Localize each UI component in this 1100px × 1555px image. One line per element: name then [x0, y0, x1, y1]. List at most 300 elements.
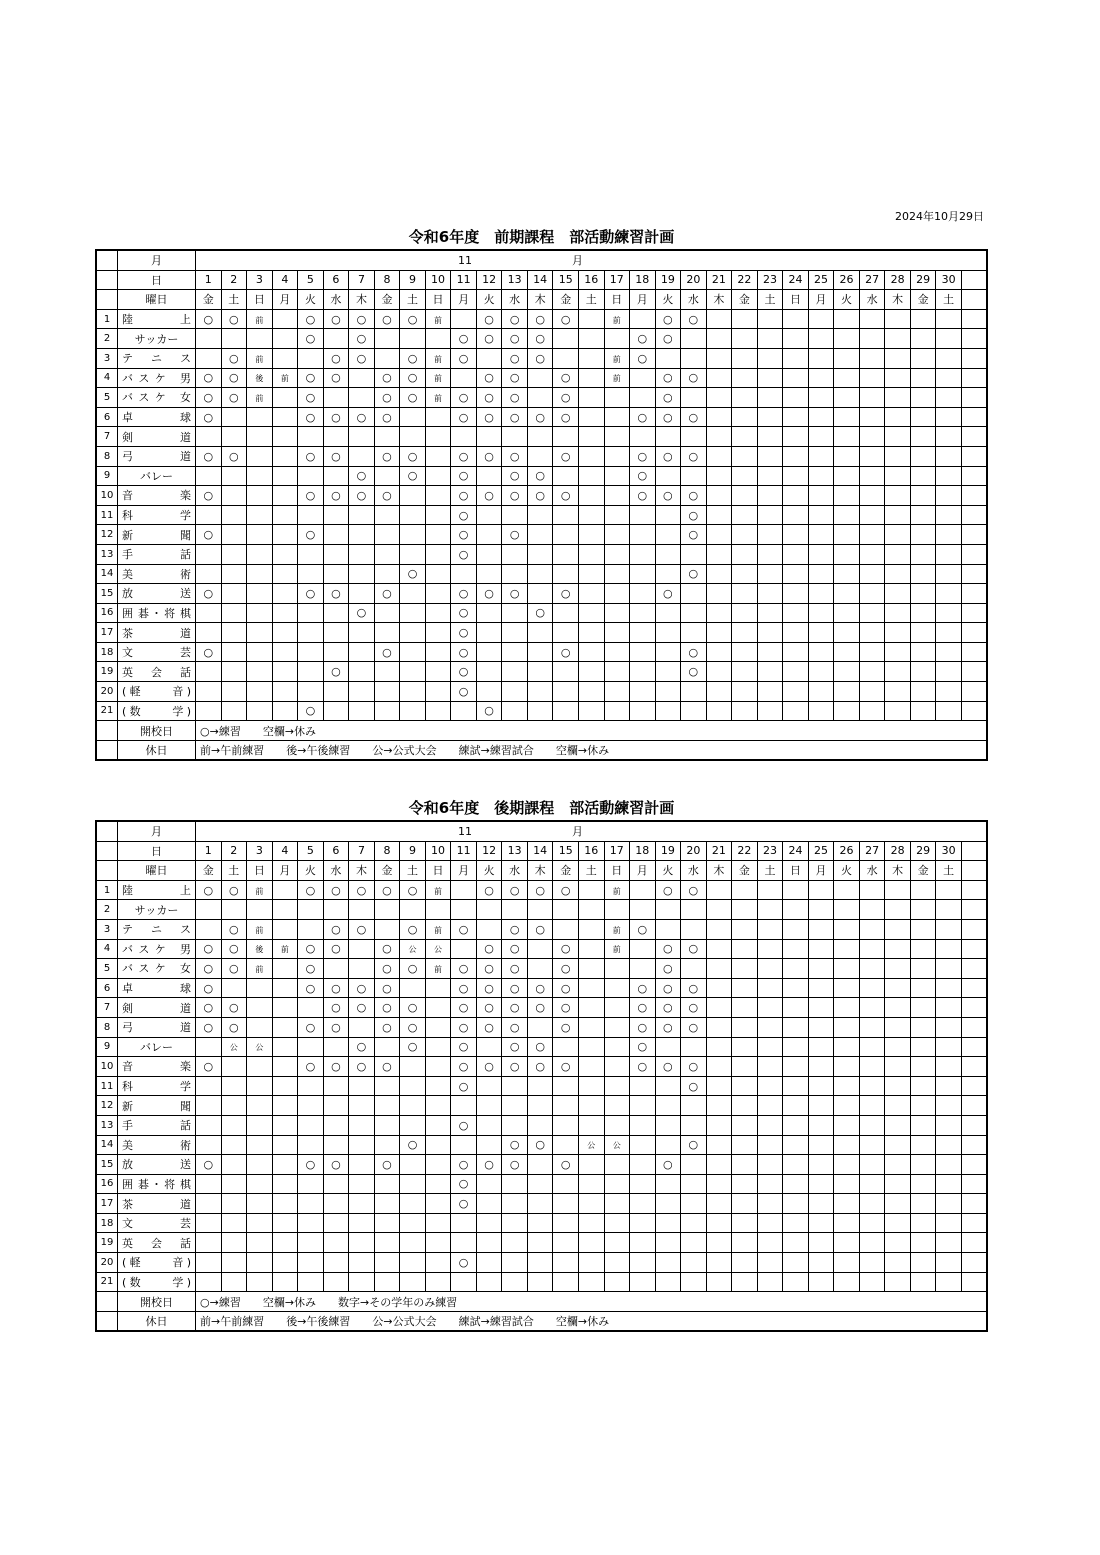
schedule-cell	[706, 978, 732, 998]
practice-mark: ○	[663, 586, 673, 600]
schedule-cell	[476, 1213, 502, 1233]
practice-mark: 前	[612, 945, 621, 955]
schedule-cell	[936, 900, 962, 920]
schedule-cell	[706, 959, 732, 979]
schedule-cell	[553, 427, 579, 447]
practice-mark: ○	[407, 567, 418, 581]
practice-mark: ○	[228, 449, 239, 463]
schedule-cell	[247, 900, 273, 920]
schedule-cell	[196, 1076, 222, 1096]
schedule-cell	[834, 1076, 860, 1096]
day-number: 17	[604, 270, 630, 290]
schedule-cell	[910, 564, 936, 584]
schedule-cell	[604, 1213, 630, 1233]
schedule-cell	[604, 564, 630, 584]
schedule-cell	[553, 1037, 579, 1057]
day-number: 2	[221, 270, 247, 290]
schedule-cell	[553, 525, 579, 545]
schedule-cell	[425, 919, 451, 939]
schedule-cell	[834, 388, 860, 408]
schedule-cell	[221, 1272, 247, 1292]
schedule-cell	[374, 603, 400, 623]
schedule-cell	[885, 1155, 911, 1175]
club-row	[96, 309, 987, 329]
practice-mark: ○	[484, 1001, 494, 1015]
club-name: 科 学	[118, 1076, 196, 1096]
schedule-cell	[604, 505, 630, 525]
schedule-cell	[527, 662, 553, 682]
club-name: 新 聞	[118, 525, 196, 545]
schedule-cell	[885, 466, 911, 486]
schedule-cell	[553, 682, 579, 702]
schedule-cell	[936, 505, 962, 525]
day-number: 12	[476, 841, 502, 861]
schedule-cell	[527, 939, 553, 959]
corner-cell	[96, 270, 118, 290]
schedule-cell	[400, 446, 426, 466]
school-day-label: 開校日	[118, 1292, 196, 1312]
schedule-cell	[834, 427, 860, 447]
schedule-cell	[451, 525, 477, 545]
schedule-cell	[757, 978, 783, 998]
schedule-cell	[323, 1057, 349, 1077]
weekday-row	[96, 861, 987, 881]
practice-mark: ○	[560, 645, 571, 659]
schedule-cell	[630, 919, 656, 939]
schedule-cell	[604, 407, 630, 427]
schedule-cell	[553, 701, 579, 721]
schedule-cell	[834, 1115, 860, 1135]
club-row	[96, 446, 987, 466]
schedule-cell	[476, 446, 502, 466]
schedule-cell	[527, 427, 553, 447]
schedule-cell	[400, 329, 426, 349]
practice-mark: ○	[535, 922, 545, 936]
schedule-cell	[502, 900, 528, 920]
schedule-cell	[783, 1155, 809, 1175]
schedule-cell	[527, 919, 553, 939]
schedule-cell	[834, 1233, 860, 1253]
schedule-cell	[630, 427, 656, 447]
practice-mark: ○	[663, 1059, 673, 1073]
schedule-cell	[272, 1174, 298, 1194]
schedule-cell	[272, 584, 298, 604]
schedule-cell	[451, 1096, 477, 1116]
schedule-cell	[681, 919, 707, 939]
weekday-cell: 日	[783, 861, 809, 881]
schedule-cell	[936, 1233, 962, 1253]
practice-mark: ○	[560, 312, 571, 326]
practice-mark: ○	[688, 488, 699, 502]
schedule-cell	[349, 407, 375, 427]
schedule-cell	[196, 662, 222, 682]
schedule-cell	[323, 1213, 349, 1233]
schedule-cell	[451, 564, 477, 584]
weekday-cell: 金	[374, 861, 400, 881]
schedule-cell	[630, 1253, 656, 1273]
schedule-cell	[272, 388, 298, 408]
schedule-cell	[476, 427, 502, 447]
spare-cell	[961, 1135, 987, 1155]
schedule-cell	[476, 919, 502, 939]
practice-mark: ○	[356, 883, 367, 897]
practice-mark: ○	[331, 351, 341, 365]
club-name: 美 術	[118, 564, 196, 584]
schedule-cell	[936, 407, 962, 427]
schedule-cell	[502, 662, 528, 682]
schedule-cell	[834, 1057, 860, 1077]
club-name: 陸 上	[118, 880, 196, 900]
practice-mark: ○	[560, 449, 571, 463]
club-name: 文 芸	[118, 642, 196, 662]
club-number: 10	[96, 1057, 118, 1077]
schedule-cell	[706, 998, 732, 1018]
practice-mark: ○	[688, 665, 699, 679]
club-row	[96, 1213, 987, 1233]
practice-mark: ○	[356, 981, 367, 995]
schedule-cell	[630, 662, 656, 682]
schedule-cell	[349, 959, 375, 979]
schedule-cell	[298, 505, 324, 525]
practice-mark: ○	[509, 1059, 520, 1073]
schedule-cell	[578, 1076, 604, 1096]
schedule-cell	[527, 329, 553, 349]
schedule-cell	[196, 564, 222, 584]
schedule-cell	[247, 584, 273, 604]
schedule-cell	[272, 525, 298, 545]
schedule-cell	[834, 1155, 860, 1175]
spare-cell	[961, 290, 987, 310]
schedule-cell	[885, 959, 911, 979]
club-number: 3	[96, 348, 118, 368]
club-number: 17	[96, 1194, 118, 1214]
schedule-cell	[630, 1194, 656, 1214]
club-row	[96, 939, 987, 959]
club-name: 囲碁･将棋	[118, 603, 196, 623]
schedule-cell	[732, 1037, 758, 1057]
spare-cell	[961, 1115, 987, 1135]
practice-mark: ○	[637, 410, 648, 424]
schedule-cell	[859, 564, 885, 584]
schedule-cell	[655, 1233, 681, 1253]
schedule-cell	[834, 525, 860, 545]
schedule-cell	[910, 1213, 936, 1233]
schedule-cell	[349, 880, 375, 900]
weekday-cell: 月	[272, 290, 298, 310]
schedule-cell	[910, 939, 936, 959]
schedule-cell	[221, 466, 247, 486]
schedule-cell	[425, 682, 451, 702]
schedule-cell	[451, 368, 477, 388]
spare-cell	[961, 701, 987, 721]
practice-mark: ○	[305, 528, 316, 542]
schedule-cell	[374, 584, 400, 604]
schedule-cell	[349, 446, 375, 466]
weekday-cell: 土	[400, 861, 426, 881]
schedule-cell	[808, 701, 834, 721]
holiday-legend-row	[96, 1311, 987, 1331]
schedule-cell	[706, 1115, 732, 1135]
schedule-cell	[502, 368, 528, 388]
month-row	[96, 821, 987, 841]
schedule-cell	[578, 1037, 604, 1057]
schedule-cell	[400, 900, 426, 920]
schedule-cell	[757, 1096, 783, 1116]
schedule-cell	[527, 1213, 553, 1233]
corner-cell	[96, 250, 118, 270]
spare-cell	[961, 1096, 987, 1116]
schedule-cell	[196, 348, 222, 368]
schedule-cell	[757, 329, 783, 349]
practice-mark: ○	[458, 547, 469, 561]
schedule-cell	[655, 1096, 681, 1116]
month-cell	[196, 821, 988, 841]
schedule-cell	[834, 1213, 860, 1233]
day-number: 4	[272, 841, 298, 861]
schedule-cell	[655, 1194, 681, 1214]
schedule-cell	[349, 919, 375, 939]
schedule-cell	[425, 642, 451, 662]
schedule-cell	[681, 1076, 707, 1096]
schedule-cell	[757, 1272, 783, 1292]
schedule-cell	[859, 486, 885, 506]
schedule-cell	[681, 486, 707, 506]
schedule-cell	[196, 446, 222, 466]
schedule-cell	[502, 544, 528, 564]
schedule-cell	[655, 880, 681, 900]
schedule-cell	[323, 919, 349, 939]
schedule-cell	[630, 623, 656, 643]
schedule-cell	[757, 939, 783, 959]
schedule-cell	[630, 407, 656, 427]
practice-mark: 前	[255, 315, 264, 325]
schedule-cell	[221, 900, 247, 920]
schedule-cell	[502, 388, 528, 408]
day-number: 30	[936, 841, 962, 861]
practice-mark: ○	[331, 312, 341, 326]
schedule-cell	[527, 1155, 553, 1175]
schedule-cell	[323, 682, 349, 702]
schedule-cell	[859, 1017, 885, 1037]
club-row	[96, 1057, 987, 1077]
practice-mark: ○	[560, 942, 571, 956]
practice-mark: ○	[509, 528, 520, 542]
schedule-cell	[527, 309, 553, 329]
practice-mark: ○	[382, 488, 392, 502]
spare-cell	[961, 623, 987, 643]
practice-mark: ○	[458, 469, 469, 483]
schedule-cell	[655, 388, 681, 408]
practice-mark: ○	[356, 332, 367, 346]
spare-cell	[961, 1253, 987, 1273]
schedule-cell	[502, 959, 528, 979]
practice-mark: ○	[458, 1001, 469, 1015]
schedule-cell	[451, 1037, 477, 1057]
schedule-cell	[681, 1174, 707, 1194]
club-number: 13	[96, 1115, 118, 1135]
schedule-cell	[476, 1096, 502, 1116]
practice-mark: ○	[458, 1059, 469, 1073]
schedule-cell	[936, 1115, 962, 1135]
day-number: 4	[272, 270, 298, 290]
schedule-cell	[910, 368, 936, 388]
schedule-cell	[247, 701, 273, 721]
schedule-cell	[272, 1037, 298, 1057]
legend-spacer	[96, 740, 118, 760]
schedule-cell	[400, 919, 426, 939]
schedule-cell	[221, 407, 247, 427]
schedule-cell	[272, 446, 298, 466]
schedule-cell	[604, 682, 630, 702]
practice-mark: ○	[382, 942, 392, 956]
schedule-cell	[196, 505, 222, 525]
practice-mark: 公	[587, 1141, 596, 1151]
practice-mark: ○	[688, 528, 699, 542]
schedule-cell	[910, 701, 936, 721]
day-number: 17	[604, 841, 630, 861]
schedule-cell	[451, 1076, 477, 1096]
schedule-cell	[630, 446, 656, 466]
schedule-cell	[476, 701, 502, 721]
schedule-cell	[425, 623, 451, 643]
practice-mark: 前	[255, 925, 264, 935]
schedule-cell	[604, 1233, 630, 1253]
club-row	[96, 368, 987, 388]
schedule-cell	[655, 466, 681, 486]
club-name: (軽 音)	[118, 1253, 196, 1273]
weekday-cell: 土	[578, 290, 604, 310]
schedule-cell	[732, 407, 758, 427]
schedule-cell	[910, 1174, 936, 1194]
schedule-cell	[604, 1076, 630, 1096]
club-name: 英 会 話	[118, 1233, 196, 1253]
schedule-cell	[502, 919, 528, 939]
schedule-cell	[196, 880, 222, 900]
schedule-cell	[476, 407, 502, 427]
schedule-cell	[910, 544, 936, 564]
schedule-cell	[936, 998, 962, 1018]
schedule-cell	[196, 1233, 222, 1253]
schedule-cell	[732, 1135, 758, 1155]
practice-mark: ○	[535, 606, 545, 620]
schedule-cell	[630, 329, 656, 349]
schedule-cell	[834, 486, 860, 506]
practice-mark: 前	[612, 354, 621, 364]
schedule-cell	[655, 1155, 681, 1175]
practice-mark: ○	[637, 1020, 648, 1034]
schedule-cell	[400, 388, 426, 408]
schedule-cell	[298, 1233, 324, 1253]
schedule-cell	[374, 623, 400, 643]
schedule-cell	[221, 1233, 247, 1253]
schedule-cell	[323, 623, 349, 643]
practice-mark: ○	[331, 488, 341, 502]
day-number: 13	[502, 841, 528, 861]
schedule-cell	[196, 919, 222, 939]
weekday-cell: 金	[732, 290, 758, 310]
schedule-cell	[885, 939, 911, 959]
club-name: 囲碁･将棋	[118, 1174, 196, 1194]
schedule-cell	[374, 1115, 400, 1135]
schedule-cell	[655, 368, 681, 388]
school-day-legend: ○→練習 空欄→休み	[196, 721, 988, 741]
schedule-cell	[323, 1253, 349, 1273]
schedule-cell	[910, 466, 936, 486]
schedule-cell	[349, 427, 375, 447]
schedule-cell	[885, 329, 911, 349]
club-row	[96, 329, 987, 349]
schedule-cell	[706, 1057, 732, 1077]
weekday-cell: 水	[859, 861, 885, 881]
club-row	[96, 1037, 987, 1057]
schedule-cell	[196, 1155, 222, 1175]
practice-mark: ○	[535, 1040, 545, 1054]
schedule-cell	[808, 1076, 834, 1096]
schedule-cell	[476, 642, 502, 662]
day-number: 29	[910, 270, 936, 290]
schedule-cell	[859, 1057, 885, 1077]
schedule-cell	[681, 564, 707, 584]
practice-mark: 公	[434, 945, 443, 955]
schedule-cell	[885, 1272, 911, 1292]
schedule-cell	[451, 446, 477, 466]
schedule-cell	[910, 603, 936, 623]
weekday-cell: 金	[910, 861, 936, 881]
club-number: 14	[96, 564, 118, 584]
schedule-cell	[196, 388, 222, 408]
day-number: 10	[425, 841, 451, 861]
schedule-cell	[451, 998, 477, 1018]
schedule-cell	[630, 1017, 656, 1037]
practice-mark: ○	[535, 332, 545, 346]
schedule-cell	[527, 1076, 553, 1096]
day-label: 日	[118, 270, 196, 290]
practice-mark: ○	[637, 469, 648, 483]
practice-mark: ○	[407, 883, 418, 897]
schedule-cell	[298, 603, 324, 623]
schedule-cell	[272, 1155, 298, 1175]
schedule-cell	[732, 544, 758, 564]
practice-mark: ○	[228, 942, 239, 956]
schedule-cell	[451, 701, 477, 721]
schedule-cell	[578, 998, 604, 1018]
schedule-cell	[885, 1096, 911, 1116]
schedule-cell	[578, 701, 604, 721]
schedule-cell	[655, 959, 681, 979]
schedule-cell	[604, 486, 630, 506]
practice-mark: ○	[663, 449, 673, 463]
club-row	[96, 348, 987, 368]
day-number: 15	[553, 841, 579, 861]
practice-mark: ○	[509, 961, 520, 975]
schedule-cell	[578, 1135, 604, 1155]
club-row	[96, 407, 987, 427]
schedule-cell	[400, 1233, 426, 1253]
schedule-cell	[885, 900, 911, 920]
schedule-cell	[936, 959, 962, 979]
practice-mark: ○	[663, 312, 673, 326]
schedule-cell	[910, 329, 936, 349]
schedule-cell	[247, 1174, 273, 1194]
schedule-cell	[859, 1096, 885, 1116]
schedule-cell	[936, 486, 962, 506]
schedule-cell	[706, 919, 732, 939]
club-number: 3	[96, 919, 118, 939]
practice-mark: ○	[382, 586, 392, 600]
schedule-cell	[553, 1115, 579, 1135]
weekday-cell: 金	[910, 290, 936, 310]
schedule-cell	[221, 701, 247, 721]
